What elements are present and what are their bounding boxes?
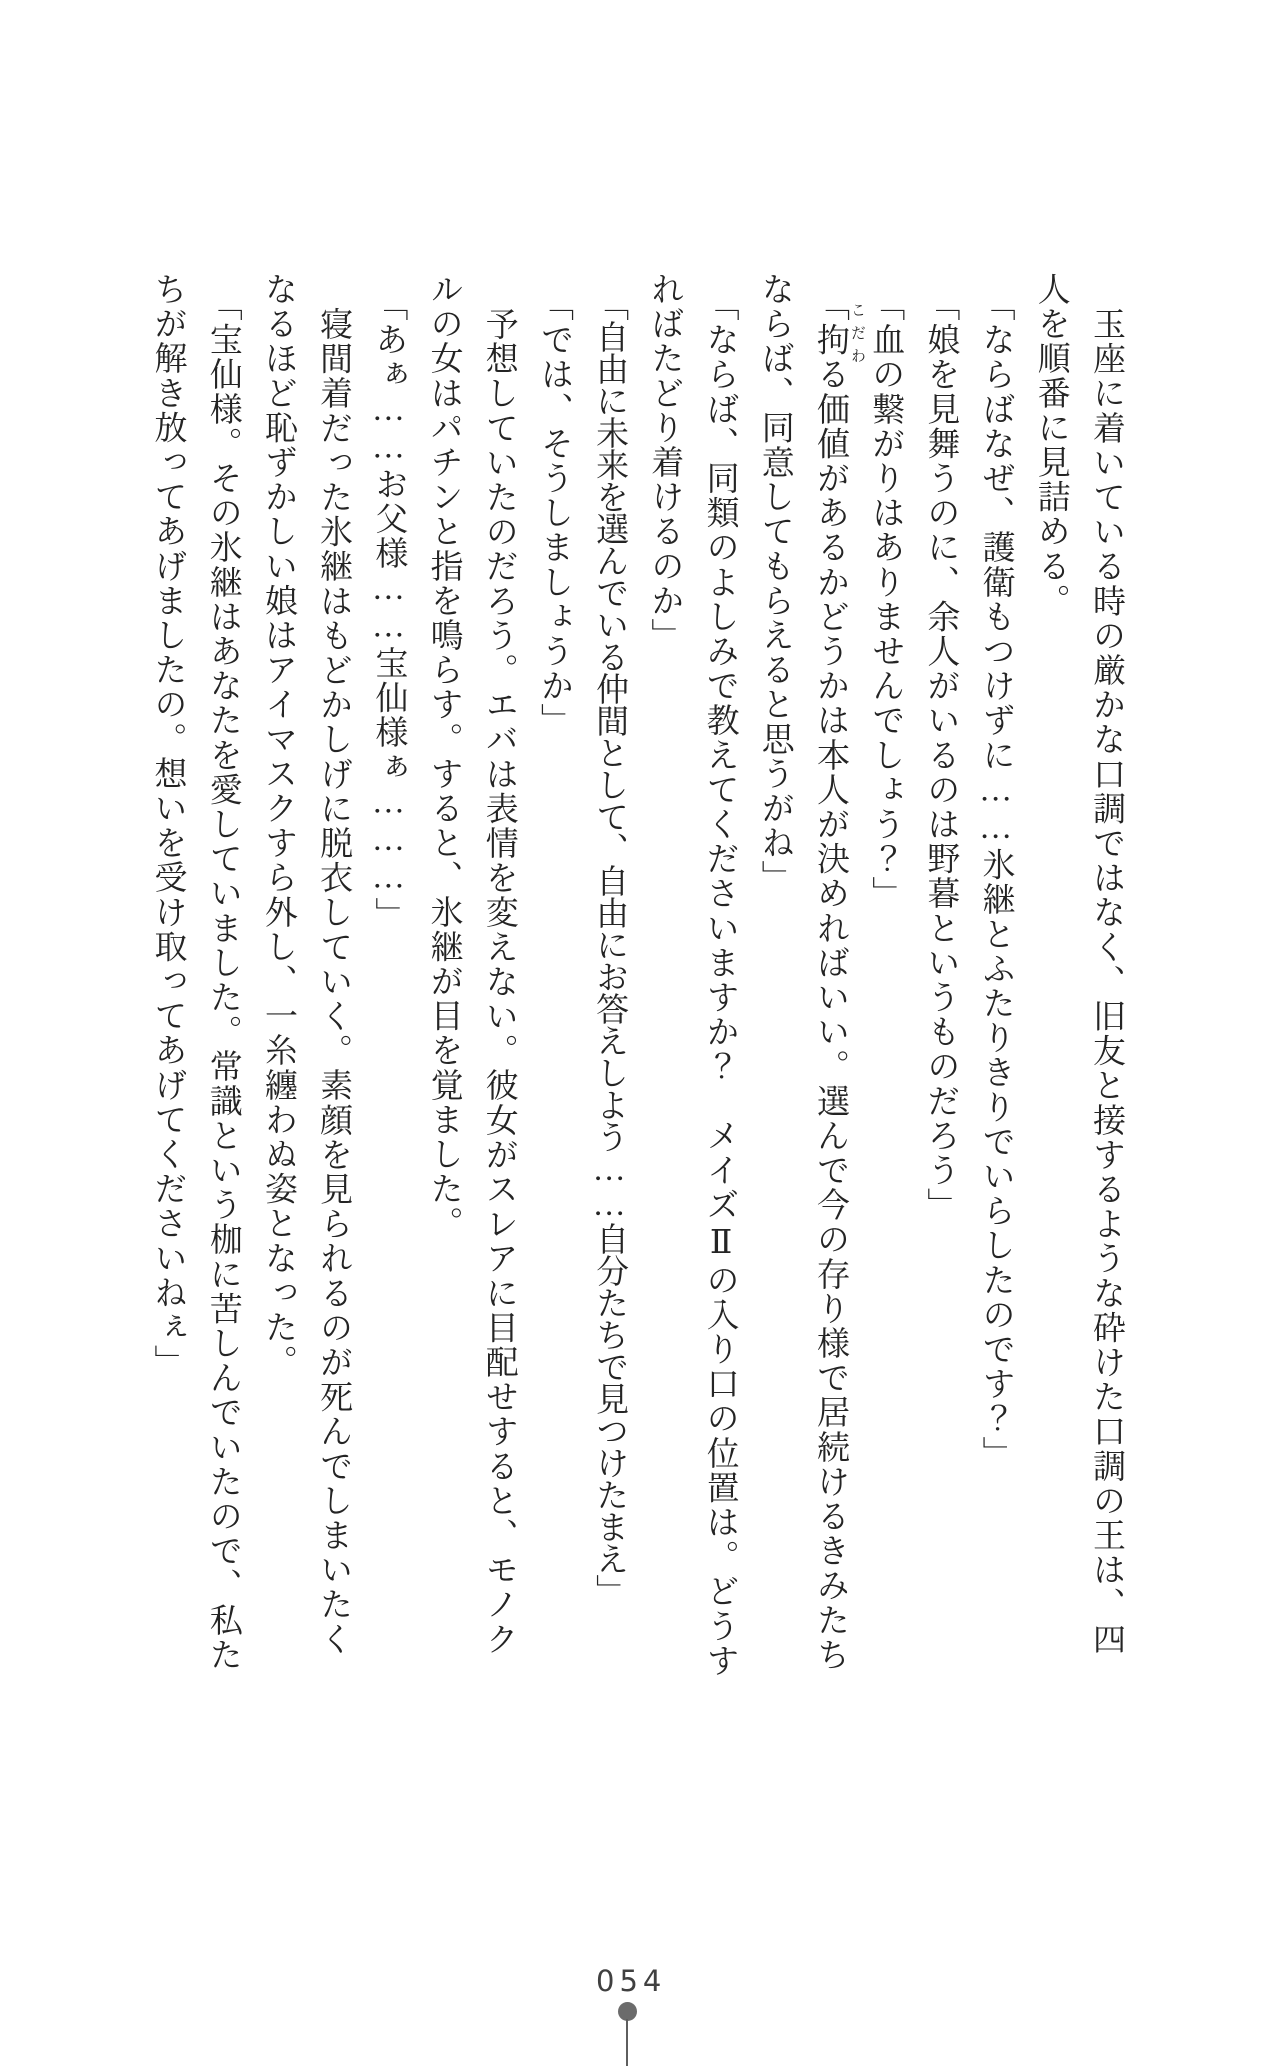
furigana-annotation: こだわ (849, 302, 865, 371)
text-line: 「では、そうしましょうか」 (535, 288, 572, 738)
text-line: 玉座に着いている時の厳かな口調ではなく、旧友と接するような砕けた口調の王は、四 (1088, 306, 1124, 1656)
text-line: ならば、同意してもらえると思うがね」 (756, 272, 793, 895)
text-line: 「拘る価値があるかどうかは本人が決めればいい。選んで今の存り様で居続けるきみたち (811, 288, 848, 1672)
page-number: 054 (596, 1964, 667, 1998)
text-line: 「ならばなぜ、護衛もつけずに……氷継とふたりきりでいらしたのです？」 (977, 288, 1014, 1471)
text-line: 寝間着だった氷継はもどかしげに脱衣していく。素顔を見られるのが死んでしまいたく (315, 306, 352, 1656)
text-line: 「自由に未来を選んでいる仲間として、自由にお答えしよう……自分たちで見つけたまえ」 (591, 288, 628, 1606)
text-line: 「ならば、同類のよしみで教えてくださいますか？ メイズⅡの入り口の位置は。どうす (701, 288, 738, 1678)
text-line: 人を順番に見詰める。 (1032, 272, 1069, 618)
text-line: ルの女はパチンと指を鳴らす。すると、氷継が目を覚ました。 (425, 272, 462, 1241)
text-line: ちが解き放ってあげましたの。想いを受け取ってあげてくださいねぇ」 (149, 272, 186, 1380)
footer-stem-line (626, 2019, 628, 2066)
text-line: 予想していたのだろう。エバは表情を変えない。彼女がスレアに目配せすると、モノク (480, 306, 517, 1656)
text-line: 「血の繋がりはありませんでしょう？」 (867, 288, 904, 911)
text-line: なるほど恥ずかしい娘はアイマスクすら外し、一糸纏わぬ姿となった。 (259, 272, 296, 1380)
text-line: ればたどり着けるのか」 (646, 272, 683, 653)
text-line: 「宝仙様。その氷継はあなたを愛していました。常識という枷に苦しんでいたので、私た (204, 288, 241, 1672)
page-body (137, 272, 1133, 1720)
text-line: 「あぁ……お父様……宝仙様ぁ………」 (370, 288, 407, 932)
text-line: 「娘を見舞うのに、余人がいるのは野暮というものだろう」 (922, 288, 959, 1223)
